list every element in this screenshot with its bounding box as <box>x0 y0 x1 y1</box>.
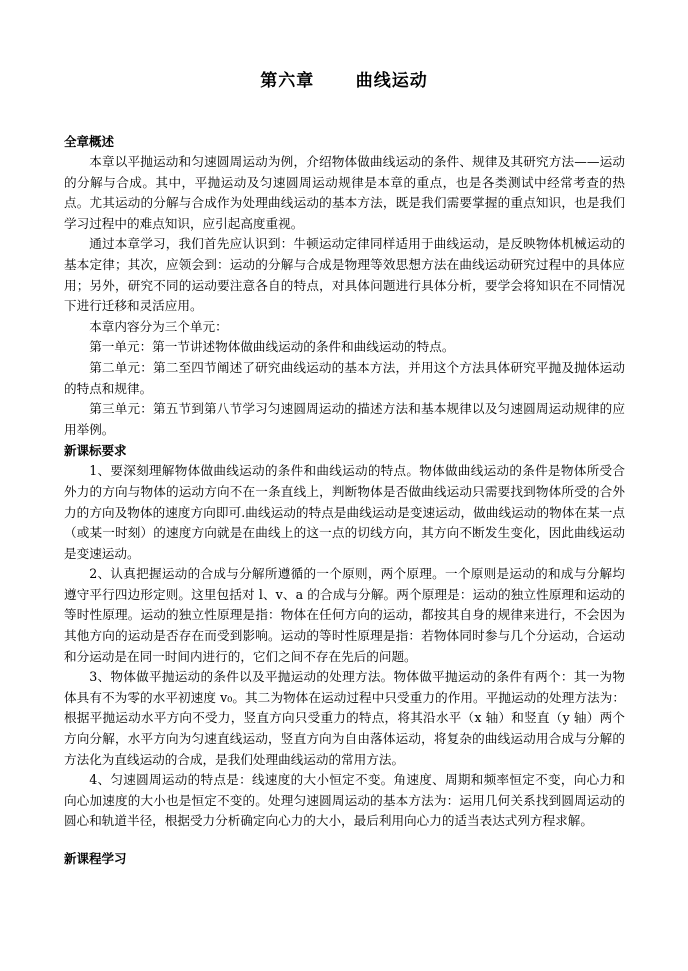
paragraph: 第二单元：第二至四节阐述了研究曲线运动的基本方法，并用这个方法具体研究平抛及抛体运动的特点和规律。 <box>64 359 625 396</box>
paragraph: 3、物体做平抛运动的条件以及平抛运动的处理方法。物体做平抛运动的条件有两个：其一为物体具有不为零的水平初速度 v₀。其二为物体在运动过程中只受重力的作用。平抛运动的处理方法为：根据平抛运动水平方向不受力，竖直方向只受重力的特点，将其沿水平（x 轴）和竖直（y 轴）两个方向分解，水平方向为匀速直线运动，竖直方向为自由落体运动，将复杂的曲线运动用合成与分解的方法化为直线运动的合成，是我们处理曲线运动的常用方法。 <box>64 669 625 767</box>
document-body <box>64 131 625 869</box>
paragraph: 本章以平抛运动和匀速圆周运动为例，介绍物体做曲线运动的条件、规律及其研究方法——运动的分解与合成。其中，平抛运动及匀速圆周运动规律是本章的重点，也是各类测试中经常考查的热点。尤其运动的分解与合成作为处理曲线运动的基本方法，既是我们需要掌握的重点知识，也是我们学习过程中的难点知识，应引起高度重视。 <box>64 154 625 231</box>
section-heading-new-lesson: 新课程学习 <box>64 851 127 866</box>
chapter-title: 第六章 曲线运动 <box>260 71 428 91</box>
paragraph: 4、匀速圆周运动的特点是：线速度的大小恒定不变。角速度、周期和频率恒定不变，向心力和向心加速度的大小也是恒定不变的。处理匀速圆周运动的基本方法为：运用几何关系找到圆周运动的圆心和轨道半径，根据受力分析确定向心力的大小，最后利用向心力的适当表达式列方程求解。 <box>64 772 625 829</box>
paragraph: 1、要深刻理解物体做曲线运动的条件和曲线运动的特点。物体做曲线运动的条件是物体所受合外力的方向与物体的运动方向不在一条直线上，判断物体是否做曲线运动只需要找到物体所受的合外力的方向及物体的速度方向即可.曲线运动的特点是曲线运动是变速运动，做曲线运动的物体在某一点（或某一时刻）的速度方向就是在曲线上的这一点的切线方向，其方向不断发生变化，因此曲线运动是变速运动。 <box>64 463 625 561</box>
paragraph: 通过本章学习，我们首先应认识到：牛顿运动定律同样适用于曲线运动，是反映物体机械运动的基本定律；其次，应领会到：运动的分解与合成是物理等效思想方法在曲线运动研究过程中的具体应用；另外，研究不同的运动要注意各自的特点，对具体问题进行具体分析，要学会将知识在不同情况下进行迁移和灵活应用。 <box>64 236 625 314</box>
section-heading-overview: 全章概述 <box>64 134 115 149</box>
section-heading-requirements: 新课标要求 <box>64 443 127 459</box>
paragraph: 本章内容分为三个单元： <box>89 318 228 334</box>
paragraph: 2、认真把握运动的合成与分解所遵循的一个原则，两个原理。一个原则是运动的和成与分解均遵守平行四边形定则。这里包括对 l、v、a 的合成与分解。两个原理是：运动的独立性原理和运动的等时性原理。运动的独立性原理是指：物体在任何方向的运动，都按其自身的规律来进行，不会因为其他方向的运动是否存在而受到影响。运动的等时性原理是指：若物体同时参与几个分运动，合运动和分运动是在同一时间内进行的，它们之间不存在先后的问题。 <box>64 566 625 664</box>
paragraph: 第三单元：第五节到第八节学习匀速圆周运动的描述方法和基本规律以及匀速圆周运动规律的应用举例。 <box>64 401 625 437</box>
paragraph: 第一单元：第一节讲述物体做曲线运动的条件和曲线运动的特点。 <box>89 339 455 355</box>
